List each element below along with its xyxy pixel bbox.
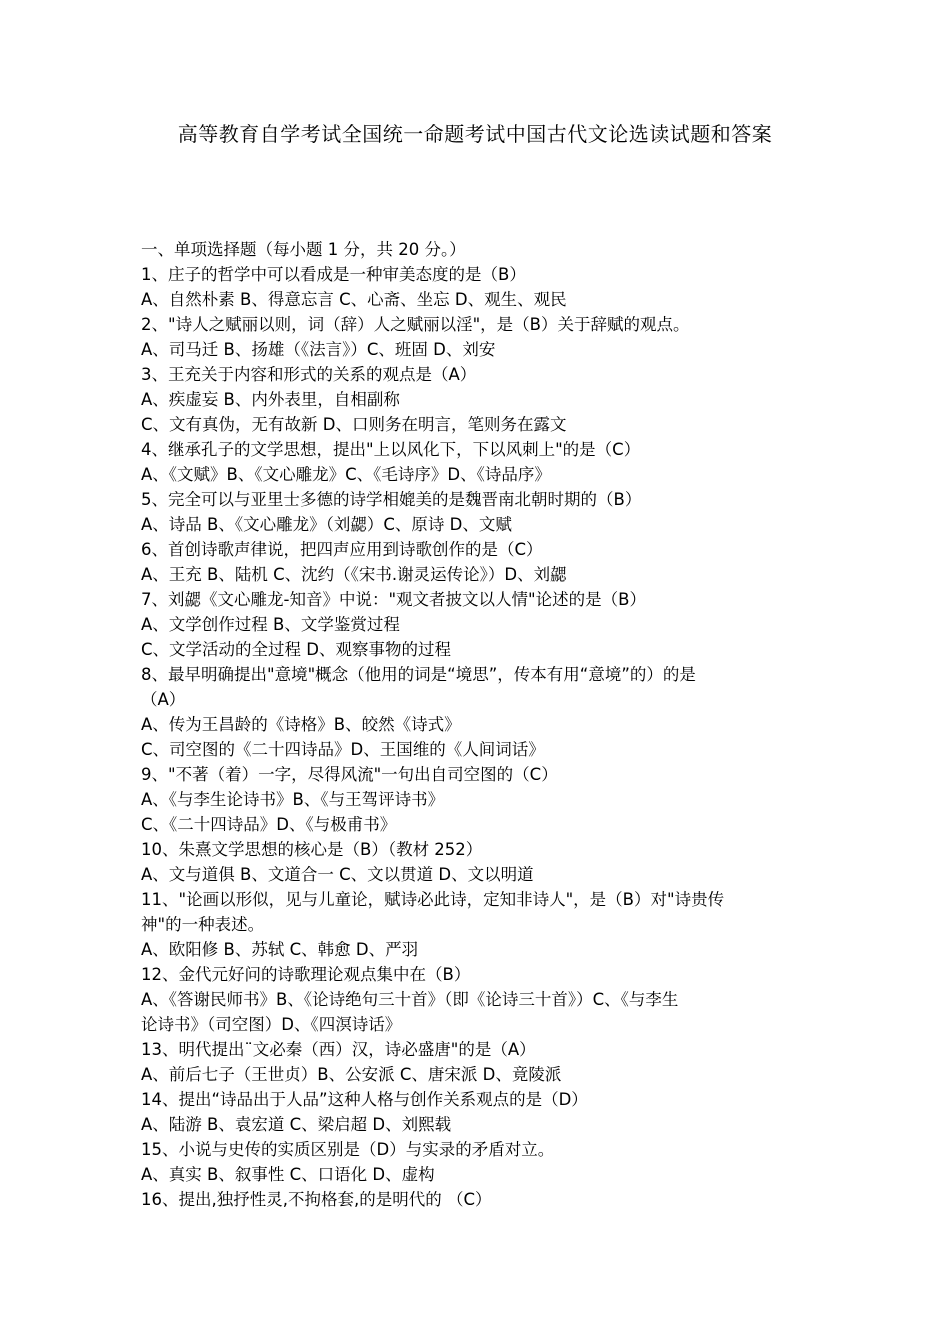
question-4: 4、继承孔子的文学思想，提出"上以风化下，下以风刺上"的是（C）: [141, 440, 641, 459]
options-9b: C、《二十四诗品》D、《与极甫书》: [141, 815, 397, 834]
question-9: 9、"不著（着）一字，尽得风流"一句出自司空图的（C）: [141, 765, 558, 784]
options-7a: A、文学创作过程 B、文学鉴赏过程: [141, 615, 400, 634]
question-13: 13、明代提出¨文必秦（西）汉，诗必盛唐"的是（A）: [141, 1040, 536, 1059]
document-body: [141, 237, 826, 1212]
question-10: 10、朱熹文学思想的核心是（B）（教材 252）: [141, 840, 483, 859]
question-5: 5、完全可以与亚里士多德的诗学相媲美的是魏晋南北朝时期的（B）: [141, 490, 642, 509]
options-15: A、真实 B、叙事性 C、口语化 D、虚构: [141, 1165, 435, 1184]
options-6: A、王充 B、陆机 C、沈约（《宋书.谢灵运传论》）D、刘勰: [141, 565, 567, 584]
options-2: A、司马迁 B、扬雄（《法言》）C、班固 D、刘安: [141, 340, 496, 359]
question-3: 3、王充关于内容和形式的关系的观点是（A）: [141, 365, 477, 384]
question-2: 2、"诗人之赋丽以则，词（辞）人之赋丽以淫"，是（B）关于辞赋的观点。: [141, 315, 690, 334]
question-6: 6、首创诗歌声律说，把四声应用到诗歌创作的是（C）: [141, 540, 543, 559]
section-heading: 一、单项选择题（每小题 1 分，共 20 分。）: [141, 240, 466, 259]
question-12: 12、金代元好问的诗歌理论观点集中在（B）: [141, 965, 471, 984]
options-12b: 论诗书》（司空图）D、《四溟诗话》: [141, 1015, 402, 1034]
options-3b: C、文有真伪，无有故新 D、口则务在明言，笔则务在露文: [141, 415, 567, 434]
options-4: A、《文赋》B、《文心雕龙》C、《毛诗序》D、《诗品序》: [141, 465, 551, 484]
options-14: A、陆游 B、袁宏道 C、梁启超 D、刘熙载: [141, 1115, 452, 1134]
options-8b: C、司空图的《二十四诗品》D、王国维的《人间词话》: [141, 740, 545, 759]
question-15: 15、小说与史传的实质区别是（D）与实录的矛盾对立。: [141, 1140, 555, 1159]
question-14: 14、提出“诗品出于人品”这种人格与创作关系观点的是（D）: [141, 1090, 588, 1109]
question-11: 11、"论画以形似，见与儿童论，赋诗必此诗，定知非诗人"，是（B）对"诗贵传: [141, 890, 725, 909]
options-7b: C、文学活动的全过程 D、观察事物的过程: [141, 640, 451, 659]
question-11-cont: 神"的一种表述。: [141, 915, 265, 934]
options-12a: A、《答谢民师书》B、《论诗绝句三十首》（即《论诗三十首》）C、《与李生: [141, 990, 679, 1009]
document-title: 高等教育自学考试全国统一命题考试中国古代文论选读试题和答案: [177, 122, 773, 146]
options-11: A、欧阳修 B、苏轼 C、韩愈 D、严羽: [141, 940, 419, 959]
question-8-answer: （A）: [141, 690, 186, 709]
question-7: 7、刘勰《文心雕龙-知音》中说："观文者披文以人情"论述的是（B）: [141, 590, 646, 609]
question-1: 1、庄子的哲学中可以看成是一种审美态度的是（B）: [141, 265, 526, 284]
options-3a: A、疾虚妄 B、内外表里，自相副称: [141, 390, 400, 409]
question-8: 8、最早明确提出"意境"概念（他用的词是“境思”，传本有用“意境”的）的是: [141, 665, 696, 684]
options-13: A、前后七子（王世贞）B、公安派 C、唐宋派 D、竟陵派: [141, 1065, 562, 1084]
question-16: 16、提出,独抒性灵,不拘格套,的是明代的 （C）: [141, 1190, 492, 1209]
options-8a: A、传为王昌龄的《诗格》B、皎然《诗式》: [141, 715, 461, 734]
options-1: A、自然朴素 B、得意忘言 C、心斋、坐忘 D、观生、观民: [141, 290, 567, 309]
options-5: A、诗品 B、《文心雕龙》（刘勰）C、原诗 D、文赋: [141, 515, 512, 534]
options-9a: A、《与李生论诗书》B、《与王驾评诗书》: [141, 790, 445, 809]
options-10: A、文与道俱 B、文道合一 C、文以贯道 D、文以明道: [141, 865, 534, 884]
